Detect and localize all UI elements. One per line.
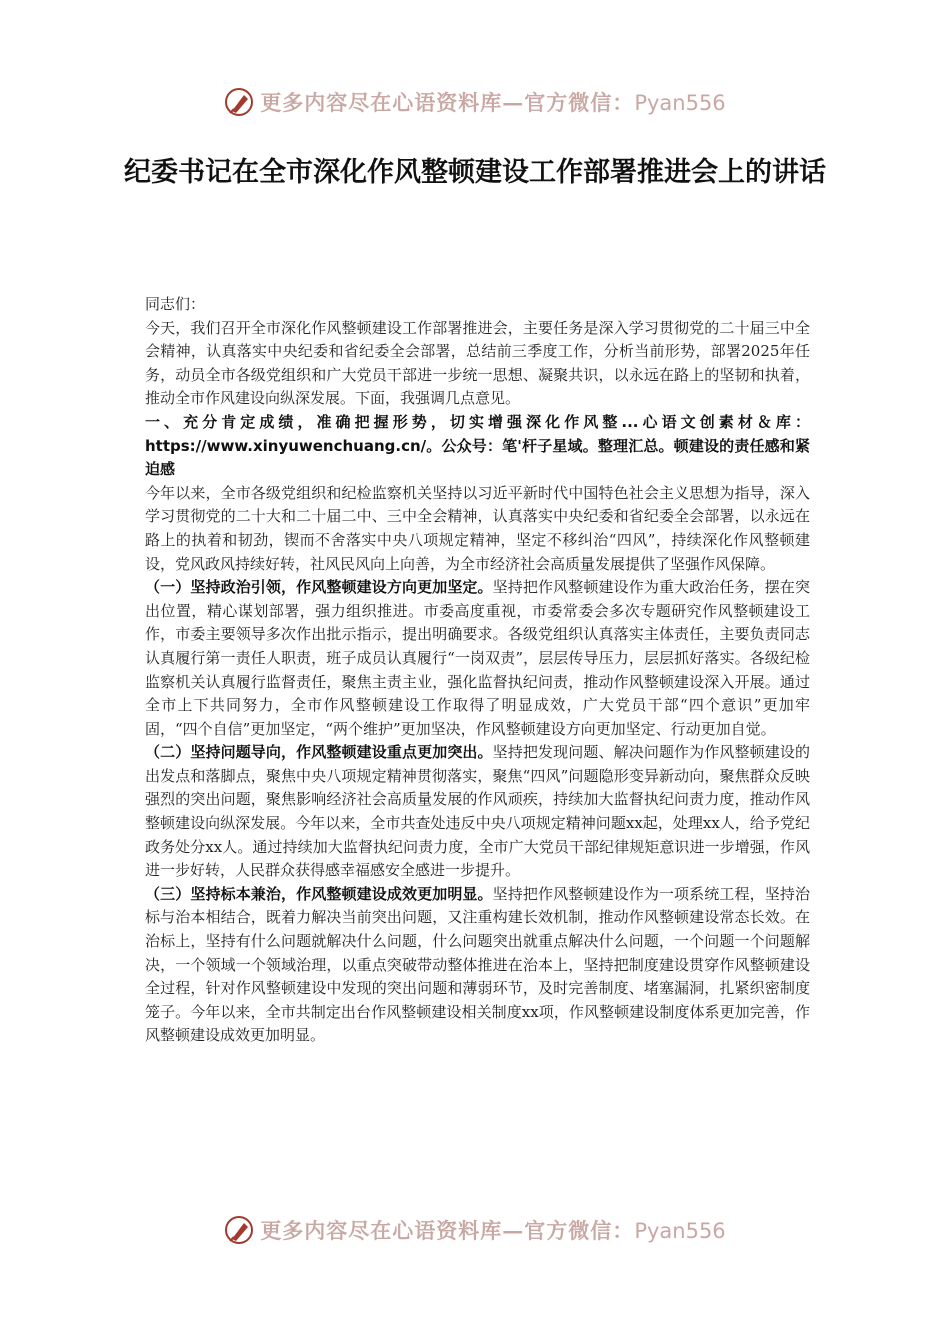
- subsection-1-body: 坚持把作风整顿建设作为重大政治任务，摆在突出位置，精心谋划部署，强力组织推进。市委高度重视，市委常委会多次专题研究作风整顿建设工作，市委主要领导多次作出批示指示，提出明确要求。各级党组织认真落实主体责任，主要负责同志认真履行第一责任人职责，班子成员认真履行“一岗双责”，层层传导压力，层层抓好落实。各级纪检监察机关认真履行监督责任，聚焦主责主业，强化监督执纪问责，推动作风整顿建设深入开展。通过全市上下共同努力，全市作风整顿建设工作取得了明显成效，广大党员干部“四个意识”更加牢固，“四个自信”更加坚定，“两个维护”更加坚决，作风整顿建设方向更加坚定、行动更加自觉。: [145, 578, 810, 738]
- document-title: 纪委书记在全市深化作风整顿建设工作部署推进会上的讲话: [124, 157, 826, 188]
- header-banner: [0, 82, 950, 122]
- banner-text: 更多内容尽在心语资料库—官方微信：Pyan556: [260, 90, 726, 115]
- subsection-1: [145, 576, 810, 741]
- subsection-2-body: 坚持把发现问题、解决问题作为作风整顿建设的出发点和落脚点，聚焦中央八项规定精神贯彻落实，聚焦“四风”问题隐形变异新动向，聚焦群众反映强烈的突出问题，聚焦影响经济社会高质量发展的作风顽疾，持续加大监督执纪问责力度，推动作风整顿建设向纵深发展。今年以来，全市共查处违反中央八项规定精神问题xx起，处理xx人，给予党纪政务处分xx人。通过持续加大监督执纪问责力度，全市广大党员干部纪律规矩意识进一步增强，作风进一步好转，人民群众获得感幸福感安全感进一步提升。: [145, 743, 810, 880]
- section-heading-1: 一、充分肯定成绩，准确把握形势，切实增强深化作风整...心语文创素材＆库：https://www.xinyuwenchuang.cn/。公众号：笔'杆子星域。整理汇总。顿建设的责任感和紧迫感: [145, 412, 810, 479]
- subsection-3-body: 坚持把作风整顿建设作为一项系统工程，坚持治标与治本相结合，既着力解决当前突出问题，又注重构建长效机制，推动作风整顿建设常态长效。在治标上，坚持有什么问题就解决什么问题，什么问题突出就重点解决什么问题，一个问题一个问题解决，一个领域一个领域治理，以重点突破带动整体推进在治本上，坚持把制度建设贯穿作风整顿建设全过程，针对作风整顿建设中发现的突出问题和薄弱环节，及时完善制度、堵塞漏洞，扎紧织密制度笼子。今年以来，全市共制定出台作风整顿建设相关制度xx项，作风整顿建设制度体系更加完善，作风整顿建设成效更加明显。: [145, 884, 810, 1045]
- intro-paragraph: 今天，我们召开全市深化作风整顿建设工作部署推进会，主要任务是深入学习贯彻党的二十届三中全会精神，认真落实中央纪委和省纪委全会部署，总结前三季度工作，分析当前形势，部署2025年任务，动员全市各级党组织和广大党员干部进一步统一思想、凝聚共识，以永远在路上的坚韧和执着，推动全市作风建设向纵深发展。下面，我强调几点意见。: [145, 318, 810, 408]
- subsection-2: [145, 741, 810, 883]
- pen-nib-logo-icon: [224, 1215, 254, 1245]
- salutation: 同志们：: [145, 295, 206, 313]
- section-1-paragraph: 今年以来，全市各级党组织和纪检监察机关坚持以习近平新时代中国特色社会主义思想为指导，深入学习贯彻党的二十大和二十届二中、三中全会精神，认真落实中央纪委和省纪委全会部署，以永远在路上的执着和韧劲，锲而不舍落实中央八项规定精神，坚定不移纠治“四风”，持续深化作风整顿建设，党风政风持续好转，社风民风向上向善，为全市经济社会高质量发展提供了坚强作风保障。: [145, 483, 810, 573]
- subsection-3-lead: （三）坚持标本兼治，作风整顿建设成效更加明显。: [145, 884, 493, 903]
- subsection-3: [145, 883, 810, 1048]
- document-body: [145, 293, 810, 1048]
- pen-nib-logo-icon: [224, 87, 254, 117]
- banner-text: 更多内容尽在心语资料库—官方微信：Pyan556: [260, 1218, 726, 1243]
- footer-banner: [0, 1210, 950, 1250]
- wechat-id: Pyan556: [634, 1219, 726, 1243]
- wechat-id: Pyan556: [634, 91, 726, 115]
- subsection-1-lead: （一）坚持政治引领，作风整顿建设方向更加坚定。: [145, 578, 493, 597]
- subsection-2-lead: （二）坚持问题导向，作风整顿建设重点更加突出。: [145, 743, 493, 762]
